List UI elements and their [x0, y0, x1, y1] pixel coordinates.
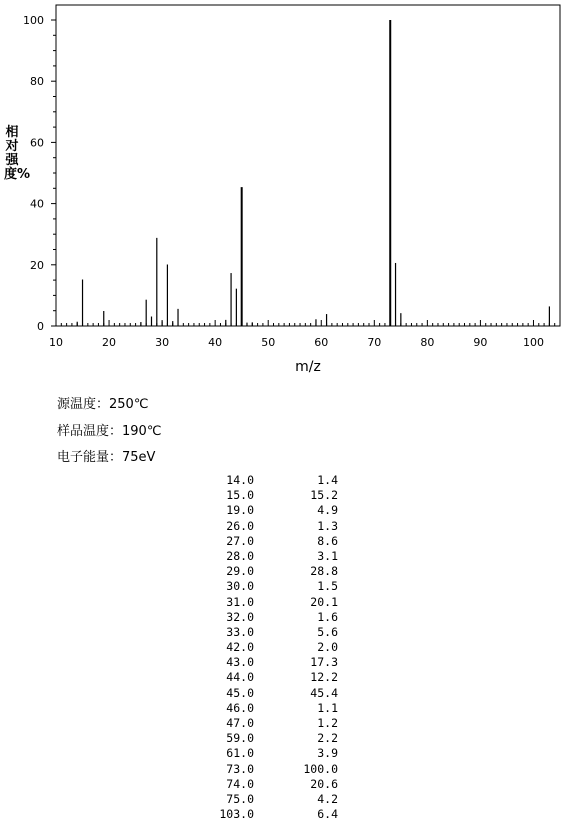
peak-intensity: 1.5	[317, 579, 338, 594]
peak-row	[190, 655, 338, 670]
peak-intensity: 1.2	[317, 716, 338, 730]
peak-mz: 28.0	[226, 548, 254, 563]
peak-row	[190, 473, 338, 488]
peak-intensity: 1.4	[317, 473, 338, 487]
x-tick-label: 80	[420, 336, 435, 349]
peak-mz: 33.0	[226, 624, 254, 639]
x-tick-label: 10	[49, 336, 63, 349]
peak-row	[190, 731, 338, 746]
peak-intensity: 6.4	[317, 807, 338, 822]
x-axis-label: m/z	[295, 359, 321, 375]
peak-row	[190, 670, 338, 685]
peak-row	[190, 595, 338, 610]
x-tick-label: 50	[261, 336, 276, 349]
peak-mz: 14.0	[226, 473, 254, 487]
y-tick-label: 100	[23, 14, 44, 27]
peak-mz: 19.0	[226, 503, 254, 518]
peak-list	[190, 473, 338, 822]
peak-mz: 46.0	[226, 700, 254, 715]
y-tick-label: 0	[37, 320, 44, 333]
peak-intensity: 1.6	[317, 609, 338, 624]
plot-frame	[56, 5, 560, 326]
peak-row	[190, 564, 338, 579]
peak-row	[190, 762, 338, 777]
peak-row	[190, 519, 338, 534]
peak-row	[190, 534, 338, 549]
peak-mz: 75.0	[226, 791, 254, 806]
peak-row	[190, 549, 338, 564]
peak-mz: 27.0	[226, 533, 254, 548]
peak-intensity: 15.2	[310, 488, 338, 503]
peak-mz: 45.0	[226, 685, 254, 700]
peak-mz: 103.0	[219, 807, 254, 822]
peak-mz: 44.0	[226, 670, 254, 685]
peak-intensity: 100.0	[303, 761, 338, 776]
peak-mz: 30.0	[226, 579, 254, 594]
peak-mz: 74.0	[226, 776, 254, 791]
peak-mz: 43.0	[226, 655, 254, 670]
x-tick-label: 90	[473, 336, 488, 349]
peak-mz: 31.0	[226, 594, 254, 609]
y-tick-label: 20	[30, 258, 44, 272]
peak-intensity: 12.2	[310, 670, 338, 685]
peak-mz: 47.0	[226, 716, 254, 730]
x-tick-label: 30	[155, 336, 170, 349]
peak-row	[190, 488, 338, 503]
peak-intensity: 2.0	[317, 640, 338, 655]
peak-intensity: 1.3	[317, 518, 338, 533]
peak-row	[190, 686, 338, 701]
peak-mz: 32.0	[226, 609, 254, 624]
peak-mz: 42.0	[226, 640, 254, 655]
sample-temperature: 样品温度：190℃	[57, 424, 162, 439]
peak-mz: 29.0	[226, 564, 254, 579]
y-tick-label: 40	[30, 197, 44, 211]
y-tick-label: 80	[30, 75, 44, 89]
peak-row	[190, 807, 338, 822]
x-tick-label: 60	[314, 336, 329, 349]
peak-intensity: 2.2	[317, 731, 338, 746]
x-tick-label: 100	[522, 336, 544, 349]
peak-row	[190, 777, 338, 792]
peak-mz: 73.0	[226, 761, 254, 776]
y-tick-label: 60	[30, 136, 44, 150]
x-tick-label: 20	[102, 336, 117, 349]
peak-row	[190, 625, 338, 640]
peak-intensity: 8.6	[317, 533, 338, 548]
peak-intensity: 45.4	[310, 685, 338, 700]
x-tick-label: 40	[208, 336, 223, 349]
x-axis	[49, 320, 560, 349]
peak-mz: 15.0	[226, 488, 254, 503]
peak-intensity: 1.1	[317, 700, 338, 715]
mass-spectrum-chart	[0, 0, 570, 385]
peak-intensity: 20.1	[310, 594, 338, 609]
peak-row	[190, 716, 338, 731]
peak-row	[190, 579, 338, 594]
peak-intensity: 3.9	[317, 746, 338, 761]
peak-row	[190, 746, 338, 761]
peak-bars	[77, 20, 549, 326]
x-tick-label: 70	[367, 336, 382, 349]
peak-mz: 59.0	[226, 731, 254, 746]
electron-energy: 电子能量：75eV	[57, 450, 156, 465]
peak-intensity: 4.2	[317, 791, 338, 806]
peak-row	[190, 640, 338, 655]
peak-intensity: 20.6	[310, 776, 338, 791]
peak-intensity: 3.1	[317, 548, 338, 563]
peak-mz: 26.0	[226, 518, 254, 533]
peak-intensity: 5.6	[317, 624, 338, 639]
peak-row	[190, 610, 338, 625]
peak-intensity: 17.3	[310, 655, 338, 670]
peak-mz: 61.0	[226, 746, 254, 761]
peak-row	[190, 792, 338, 807]
peak-intensity: 28.8	[310, 564, 338, 579]
source-temperature: 源温度：250℃	[57, 397, 149, 412]
peak-row	[190, 701, 338, 716]
peak-intensity: 4.9	[317, 503, 338, 518]
y-axis-label: 相对强度%	[4, 125, 31, 182]
peak-row	[190, 503, 338, 518]
